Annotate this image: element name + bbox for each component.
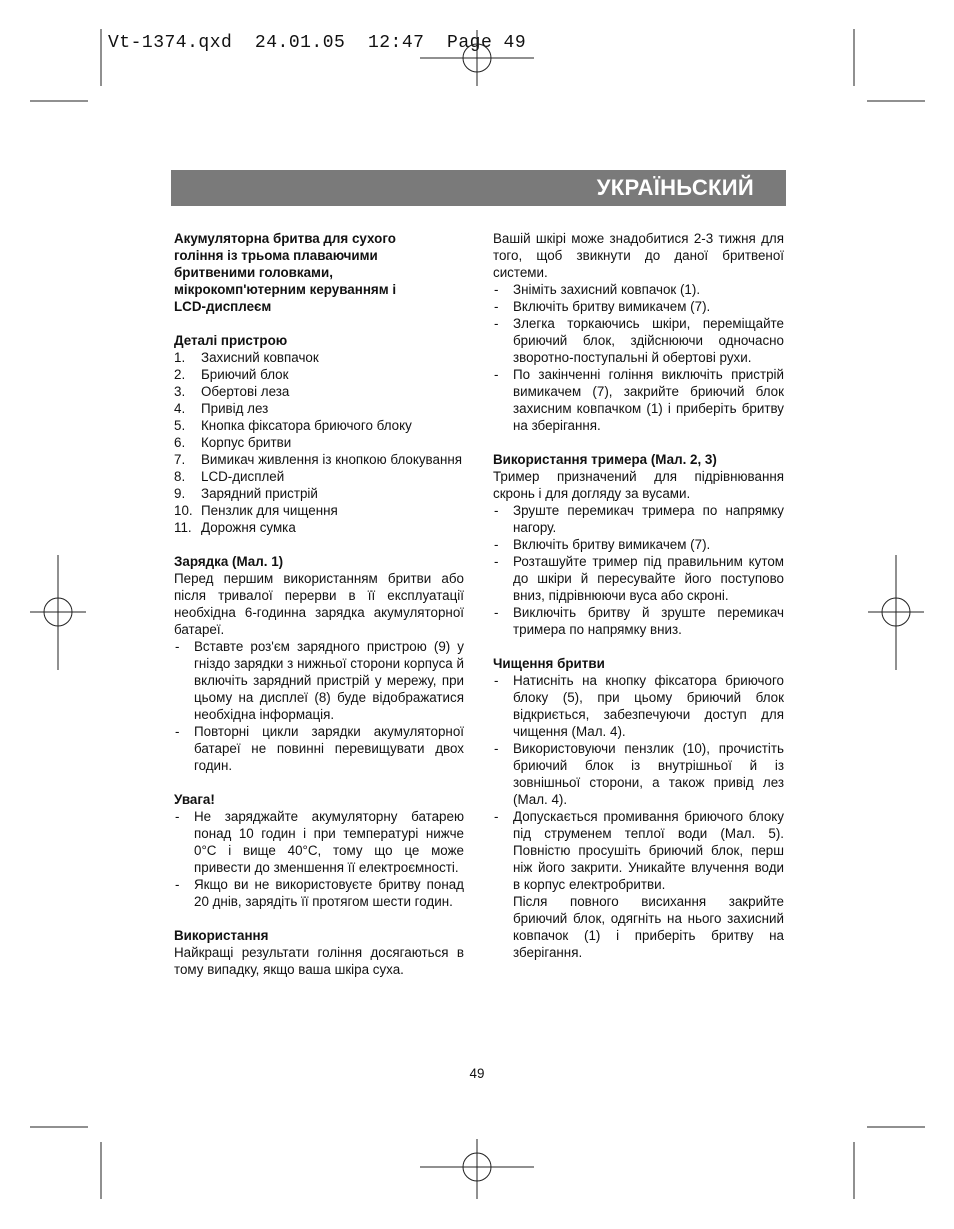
list-item: 7. Вимикач живлення із кнопкою блокування [174, 452, 463, 467]
section-heading-usage: Використання [174, 928, 269, 943]
parts-list [174, 349, 464, 536]
list-item: - Не заряджайте акумуляторну батарею понад 10 годин і при температурі нижче 0°С і вище 40°С, тому що це може привести до зменшення її електроємності. [174, 808, 464, 876]
list-item: 9. Зарядний пристрій [174, 486, 318, 501]
trimmer-list [493, 502, 784, 638]
list-item: - Включіть бритву вимикачем (7). [493, 298, 784, 315]
print-slug: Vt-1374.qxd 24.01.05 12:47 Page 49 [108, 33, 527, 53]
section-heading-trimmer: Використання тримера (Мал. 2, 3) [493, 452, 717, 467]
left-column [174, 230, 464, 978]
list-item: - Розташуйте тример під правильним кутом до шкіри й пересувайте його поступово вниз, підрівнюючи вуса або скроні. [493, 553, 784, 604]
list-item: 4. Привід лез [174, 401, 269, 416]
usage-list [493, 281, 784, 434]
paragraph: Перед першим використанням бритви або після тривалої перерви в її експлуатації необхідна 6-годинна зарядка акумуляторної батареї. [174, 571, 464, 637]
list-item: - Зруште перемикач тримера по напрямку нагору. [493, 502, 784, 536]
list-item: 6. Корпус бритви [174, 435, 292, 450]
language-title: УКРАЇНЬСКИЙ [596, 175, 754, 200]
list-item: 5. Кнопка фіксатора бриючого блоку [174, 418, 412, 433]
list-item: - Включіть бритву вимикачем (7). [493, 536, 784, 553]
list-item: 1. Захисний ковпачок [174, 350, 319, 365]
list-item: - Зніміть захисний ковпачок (1). [493, 281, 784, 298]
list-item: - Якщо ви не використовуєте бритву понад 20 днів, зарядіть її протягом шести годин. [174, 876, 464, 910]
section-heading-parts: Деталі пристрою [174, 333, 288, 348]
list-item: - Допускається промивання бриючого блоку під струменем теплої води (Мал. 5). Повністю просушіть бриючий блок, перш ніж його закрити. Уникайте влучення води в корпус електробритви. [493, 808, 784, 893]
paragraph: Тример призначений для підрівнювання скронь і для догляду за вусами. [493, 469, 784, 501]
list-item: 11. Дорожня сумка [174, 520, 296, 535]
paragraph: Найкращі результати гоління досягаються в тому випадку, якщо ваша шкіра суха. [174, 945, 464, 977]
product-title-line: гоління із трьома плаваючими [174, 248, 378, 263]
list-item: - Повторні цикли зарядки акумуляторної батареї не повинні перевищувати двох годин. [174, 723, 464, 774]
product-title [174, 230, 464, 315]
product-title-line: Акумуляторна бритва для сухого [174, 231, 396, 246]
list-item: - Вставте роз'єм зарядного пристрою (9) у гніздо зарядки з нижньої сторони корпуса й включіть зарядний пристрій у мережу, при цьому на дисплеї (8) буде відображатися необхідна інформація. [174, 638, 464, 723]
registration-mark-top [420, 30, 534, 86]
page-number: 49 [469, 1066, 485, 1081]
list-item: - По закінченні гоління виключіть пристрій вимикачем (7), закрийте бриючий блок захисним ковпачком (1) і приберіть бритву на зберігання. [493, 366, 784, 434]
list-item: - Натисніть на кнопку фіксатора бриючого блоку (5), при цьому бриючий блок відкриється, забезпечуючи доступ для чищення (Мал. 4). [493, 672, 784, 740]
list-item: - Використовуючи пензлик (10), прочистіть бриючий блок із внутрішньої й із зовнішньої сторони, а також привід лез (Мал. 4). [493, 740, 784, 808]
registration-mark-left [30, 555, 86, 670]
product-title-line: мікрокомп'ютерним керуванням і [174, 282, 397, 297]
list-item: 2. Бриючий блок [174, 367, 289, 382]
list-item: 10. Пензлик для чищення [174, 503, 338, 518]
section-heading-warning: Увага! [174, 792, 215, 807]
language-banner [171, 170, 786, 206]
cleaning-list [493, 672, 784, 893]
right-column [493, 230, 784, 961]
list-item: 3. Обертові леза [174, 384, 290, 399]
registration-mark-right [868, 555, 924, 670]
list-item: - Злегка торкаючись шкіри, переміщайте бриючий блок, здійснюючи одночасно зворотно-поступальні й обертові рухи. [493, 315, 784, 366]
list-item: - Виключіть бритву й зруште перемикач тримера по напрямку вниз. [493, 604, 784, 638]
product-title-line: LCD-дисплеєм [174, 299, 272, 314]
paragraph: Після повного висихання закрийте бриючий блок, одягніть на нього захисний ковпачок (1) і приберіть бритву на зберігання. [513, 894, 784, 960]
section-heading-charging: Зарядка (Мал. 1) [174, 554, 284, 569]
paragraph: Вашій шкірі може знадобитися 2-3 тижня для того, щоб звикнути до даної бритвеної системи. [493, 231, 784, 280]
charging-list [174, 638, 464, 774]
list-item: 8. LCD-дисплей [174, 469, 285, 484]
section-heading-cleaning: Чищення бритви [493, 656, 605, 671]
warning-list [174, 808, 464, 910]
product-title-line: бритвеними головками, [174, 265, 333, 280]
registration-mark-bottom [420, 1139, 534, 1199]
